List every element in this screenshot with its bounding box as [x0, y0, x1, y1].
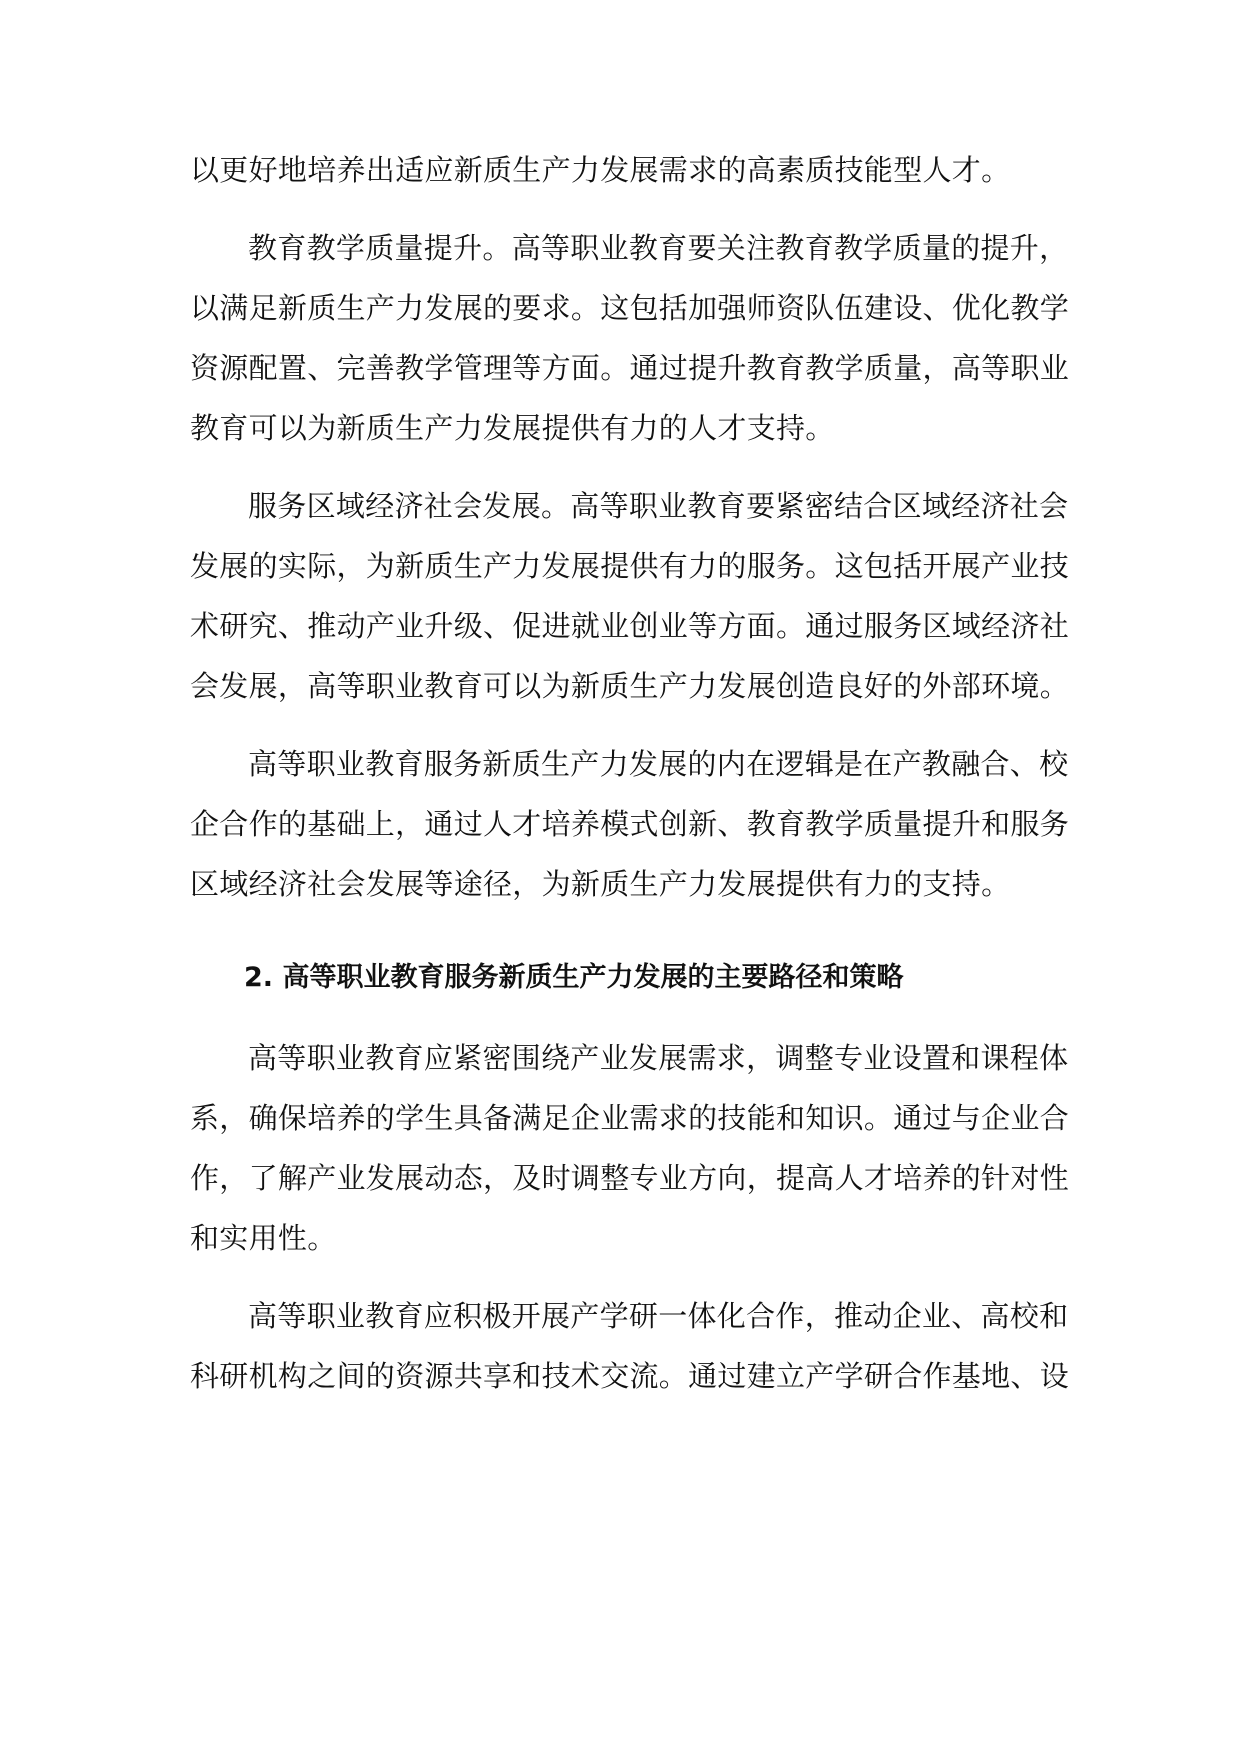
paragraph-line: 区域经济社会发展等途径，为新质生产力发展提供有力的支持。	[190, 867, 1011, 901]
paragraph-line: 和实用性。	[190, 1221, 337, 1255]
paragraph-line: 以更好地培养出适应新质生产力发展需求的高素质技能型人才。	[190, 153, 1011, 187]
paragraph-line: 高等职业教育应积极开展产学研一体化合作，推动企业、高校和	[248, 1299, 1069, 1333]
paragraph-line: 企合作的基础上，通过人才培养模式创新、教育教学质量提升和服务	[190, 807, 1070, 841]
paragraph-line: 高等职业教育服务新质生产力发展的内在逻辑是在产教融合、校	[248, 747, 1069, 781]
paragraph-line: 教育教学质量提升。高等职业教育要关注教育教学质量的提升，	[248, 231, 1069, 265]
paragraph-line: 以满足新质生产力发展的要求。这包括加强师资队伍建设、优化教学	[190, 291, 1070, 325]
paragraph-line: 作，了解产业发展动态，及时调整专业方向，提高人才培养的针对性	[190, 1161, 1070, 1195]
paragraph-line: 教育可以为新质生产力发展提供有力的人才支持。	[190, 411, 835, 445]
paragraph-line: 系，确保培养的学生具备满足企业需求的技能和知识。通过与企业合	[190, 1101, 1070, 1135]
paragraph-line: 资源配置、完善教学管理等方面。通过提升教育教学质量，高等职业	[190, 351, 1070, 385]
paragraph-line: 会发展，高等职业教育可以为新质生产力发展创造良好的外部环境。	[190, 669, 1070, 703]
paragraph-line: 术研究、推动产业升级、促进就业创业等方面。通过服务区域经济社	[190, 609, 1070, 643]
section-heading: 2. 高等职业教育服务新质生产力发展的主要路径和策略	[244, 962, 904, 993]
paragraph-line: 发展的实际，为新质生产力发展提供有力的服务。这包括开展产业技	[190, 549, 1070, 583]
paragraph-line: 科研机构之间的资源共享和技术交流。通过建立产学研合作基地、设	[190, 1359, 1070, 1393]
paragraph-line: 服务区域经济社会发展。高等职业教育要紧密结合区域经济社会	[248, 489, 1069, 523]
paragraph-line: 高等职业教育应紧密围绕产业发展需求，调整专业设置和课程体	[248, 1041, 1069, 1075]
